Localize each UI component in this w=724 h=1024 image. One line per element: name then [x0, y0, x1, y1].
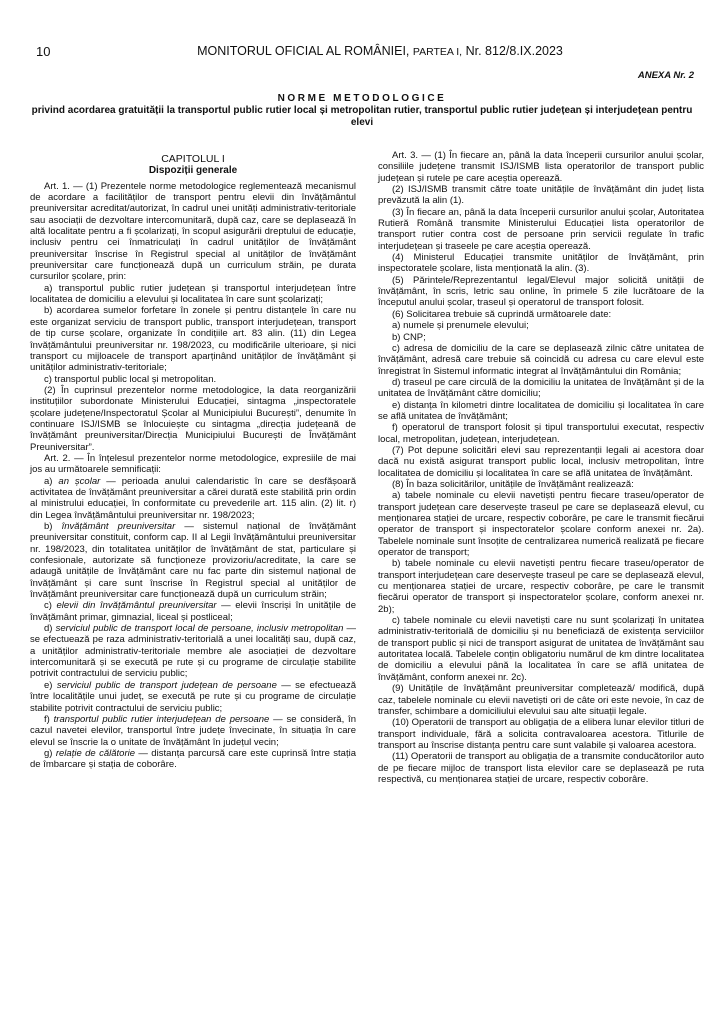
paragraph: a) numele și prenumele elevului;: [392, 320, 529, 332]
paragraph: a) an școlar — perioada anului calendaristic în care se desfășoară activitatea de învățământ preuniversitar a cărei durată este stabilită prin ordin al ministrului educației, în conformitate cu prevederile art. 115 alin. (2) lit. r) din Legea învățământului preuniversitar nr. 198/2023;: [30, 475, 356, 521]
defined-term: an școlar: [58, 475, 101, 487]
left-column: [30, 150, 356, 771]
chapter-number: CAPITOLUL I: [161, 153, 225, 165]
paragraph: f) transportul public rutier interjudețean de persoane — se consideră, în cazul navetei elevilor, transportul între județe învecinate, în situația în care elevul se înscrie la o unitate de învățământ în județul vecin;: [30, 713, 356, 748]
paragraph: a) transportul public rutier județean și transportul interjudețean între localitatea de domiciliu a elevului și localitatea în care sunt școlarizați;: [30, 282, 356, 306]
paragraph: d) serviciul public de transport local de persoane, inclusiv metropolitan — se efectuează pe raza administrativ-teritorială a unei localități sau, după caz, a unităților administrativ-teritoriale membre ale asociației de dezvoltare intercomunitară și se execută pe rute și cu programe de circulație stabilite potrivit contractului de serviciu public;: [30, 623, 357, 680]
paragraph: e) serviciul public de transport județean de persoane — se efectuează între localitățile unui județ, se execută pe rute și cu programe de circulație stabilite potrivit contractului de serviciu public;: [30, 679, 356, 714]
right-column: [378, 150, 704, 785]
paragraph: d) traseul pe care circulă de la domiciliu la unitatea de învățământ și de la unitatea de învățământ către domiciliu;: [378, 376, 704, 400]
paragraph: c) tabele nominale cu elevii navetiști care nu sunt școlarizați în unitatea administrativ-teritorială de domiciliu și nu beneficiază de existența serviciilor de transport public și nici de transport asigurat de unitatea de învățământ sau autoritatea locală. Tabelele conțin obligatoriu numărul de km dintre localitatea de domiciliu a elevului până la localitatea în care se află unitatea de învățământ, conform anexei nr. 2c).: [378, 615, 704, 683]
chapter-name: Dispoziții generale: [148, 165, 238, 177]
paragraph: c) transportul public local și metropolitan.: [44, 373, 217, 385]
title-main: NORME METODOLOGICE: [277, 93, 447, 104]
paragraph: (5) Părintele/Reprezentantul legal/Elevul major solicită unității de învățământ, în scris, letric sau online, în primele 5 zile lucrătoare de la începutul anului școlar, traseul și operatorul de transport folosit.: [378, 274, 704, 309]
defined-term: elevii din învățământul preuniversitar: [56, 600, 217, 612]
paragraph: (9) Unitățile de învățământ preuniversitar completează/ modifică, după caz, tabelele nominale cu elevii navetiști ori de câte ori este nevoie, în caz de transfer, schimbare a domiciliului elevului sau alte situații legale.: [378, 683, 704, 717]
annex-label: ANEXA Nr. 2: [637, 70, 694, 81]
paragraph: b) acordarea sumelor forfetare în zonele și pentru distanțele în care nu este organizat serviciu de transport public, transport interjudețean, transport de tip curse școlare, organizate în condițiile art. 83 alin. (11) din Legea învățământului preuniversitar nr. 198/2023, cu modificările ulterioare, și nici transport cu mijloacele de transport aparținând unităților de învățământ și unităților administrativ-teritoriale;: [30, 305, 356, 374]
paragraph: g) relație de călătorie — distanța parcursă care este cuprinsă între stația de îmbarcare și stația de coborâre.: [30, 747, 356, 771]
paragraph: a) tabele nominale cu elevii navetiști pentru fiecare traseu/operator de transport județean care deservește traseul pe care se deplasează elevul, cu menționarea stației de urcare, respectiv coborâre, pe care le transmit fiecărui operator de transport și inspectoratelor școlare conform anexei nr. 2a). Tabelele nominale sunt însoțite de centralizarea numerică realizată pe fiecare operator de transport;: [378, 490, 704, 559]
paragraph: b) tabele nominale cu elevii navetiști pentru fiecare traseu/operator de transport interjudețean care deservește traseul pe care se deplasează elevul, cu menționarea stației de urcare, respectiv coborâre, pe care le transmit fiecărui operator de transport și inspectoratelor școlare, conform anexei nr. 2b);: [378, 558, 704, 615]
document-title: [30, 93, 694, 129]
paragraph: b) CNP;: [392, 331, 426, 343]
paragraph: (2) În cuprinsul prezentelor norme metodologice, la data reorganizării instituțiilor subordonate Ministerului Educației, sintagma „inspectoratele școlare județene/Inspectoratul Școlar al Municipiului București”, denumite în continuare ISJ/ISMB se înlocuiește cu sintagma „direcția județeană de învățământ preuniversitar/Direcția Municipiului București de Învățământ Preuniversitar”.: [30, 384, 356, 453]
paragraph: (3) În fiecare an, până la data începerii cursurilor anului școlar, Autoritatea Rutieră Română transmite Ministerului Educației lista operatorilor de transport rutier contra cost de persoane prin servicii regulate în trafic interjudețean și traseele pe care aceștia operează.: [378, 206, 704, 252]
paragraph: e) distanța în kilometri dintre localitatea de domiciliu și localitatea în care se află unitatea de învățământ;: [378, 399, 704, 422]
defined-term: serviciul public de transport local de persoane, inclusiv metropolitan: [55, 623, 344, 635]
paragraph: Art. 1. — (1) Prezentele norme metodologice reglementează mecanismul de acordare a facilităților de transport pentru elevii din învățământul preuniversitar acreditat/autorizat, în cadrul unei unități administrativ-teritoriale sau asociații de dezvoltare intercomunitară, după caz, care se deplasează în altă localitate pentru a fi școlarizați, în scopul asigurării dreptului de educație, inclusiv pentru cei înmatriculați în cadrul unităților de învățământ preuniversitar înscrise în Registrul special al unităților de învățământ preuniversitar care funcționează după un curriculum străin, pe durata cursurilor școlare, prin:: [30, 180, 356, 283]
paragraph: c) elevii din învățământul preuniversitar — elevii înscriși în unitățile de învățământ primar, gimnazial, liceal și postliceal;: [30, 600, 356, 623]
paragraph: Art. 2. — În înțelesul prezentelor norme metodologice, expresiile de mai jos au următoarele semnificații:: [30, 452, 356, 476]
paragraph: c) adresa de domiciliu de la care se deplasează zilnic către unitatea de învățământ, adresă care trebuie să coincidă cu adresa cu care elevul este înregistrat în Sistemul informatic integrat al învățământului din România;: [378, 342, 704, 377]
paragraph: (7) Pot depune solicitări elevi sau reprezentanții legali ai acestora doar dacă nu există asigurat transport public local, inclusiv metropolitan, între localitatea de domiciliu și localitatea în care se află unitatea de învățământ.: [378, 444, 704, 479]
paragraph: (10) Operatorii de transport au obligația de a elibera lunar elevilor titluri de transport individuale, fără a solicita contravaloarea acestora. Titlurile de transport au înscrise distanța pentru care sunt valabile și valoarea acestora.: [378, 717, 704, 751]
paragraph: f) operatorul de transport folosit și tipul transportului executat, respectiv local, metropolitan, județean, interjudețean.: [378, 422, 704, 445]
defined-term: transportul public rutier interjudețean de persoane: [53, 713, 270, 725]
defined-term: învățământ preuniversitar: [61, 521, 176, 532]
title-subtitle: privind acordarea gratuității la transportul public rutier local și metropolitan rutier, transportul public rutier județean și interjudețean pentru elevi: [31, 105, 693, 128]
defined-term: relație de călătorie: [55, 747, 136, 759]
paragraph: b) învățământ preuniversitar — sistemul național de învățământ preuniversitar constituit, conform cap. II al Legii învățământului preuniversitar nr. 198/2023, din totalitatea unităților de învățământ de stat, particulare și confesionale, autorizate să funcționeze provizoriu/acreditate, la care se adaugă unitățile de învățământ care nu fac parte din sistemul național de învățământ și care sunt înscrise în Registrul special al unităților de învățământ preuniversitar care funcționează după un curriculum străin;: [30, 521, 356, 601]
paragraph: (8) În baza solicitărilor, unitățile de învățământ realizează:: [392, 478, 634, 490]
journal-issue: Nr. 812/8.IX.2023: [465, 44, 563, 58]
paragraph: (4) Ministerul Educației transmite unităților de învățământ, prin inspectoratele școlare, lista menționată la alin. (3).: [378, 252, 704, 275]
journal-name: MONITORUL OFICIAL AL ROMÂNIEI,: [197, 44, 410, 58]
page-number: 10: [36, 44, 51, 59]
paragraph: (11) Operatorii de transport au obligația de a transmite conducătorilor auto de pe fiecare mijloc de transport lista elevilor care se deplasează pe ruta respectivă, cu menționarea stației de urcare, respectiv coborâre.: [378, 751, 704, 785]
paragraph: (6) Solicitarea trebuie să cuprindă următoarele date:: [392, 308, 612, 320]
defined-term: serviciul public de transport județean de persoane: [56, 679, 277, 691]
paragraph: Art. 3. — (1) În fiecare an, până la data începerii cursurilor anului școlar, consiliile județene transmit ISJ/ISMB lista operatorilor de transport public județean și rutele pe care aceștia operează.: [378, 150, 704, 184]
journal-part: PARTEA I,: [412, 46, 463, 58]
running-header: [0, 44, 724, 58]
paragraph: (2) ISJ/ISMB transmit către toate unitățile de învățământ din județ lista prevăzută la alin (1).: [378, 184, 704, 207]
